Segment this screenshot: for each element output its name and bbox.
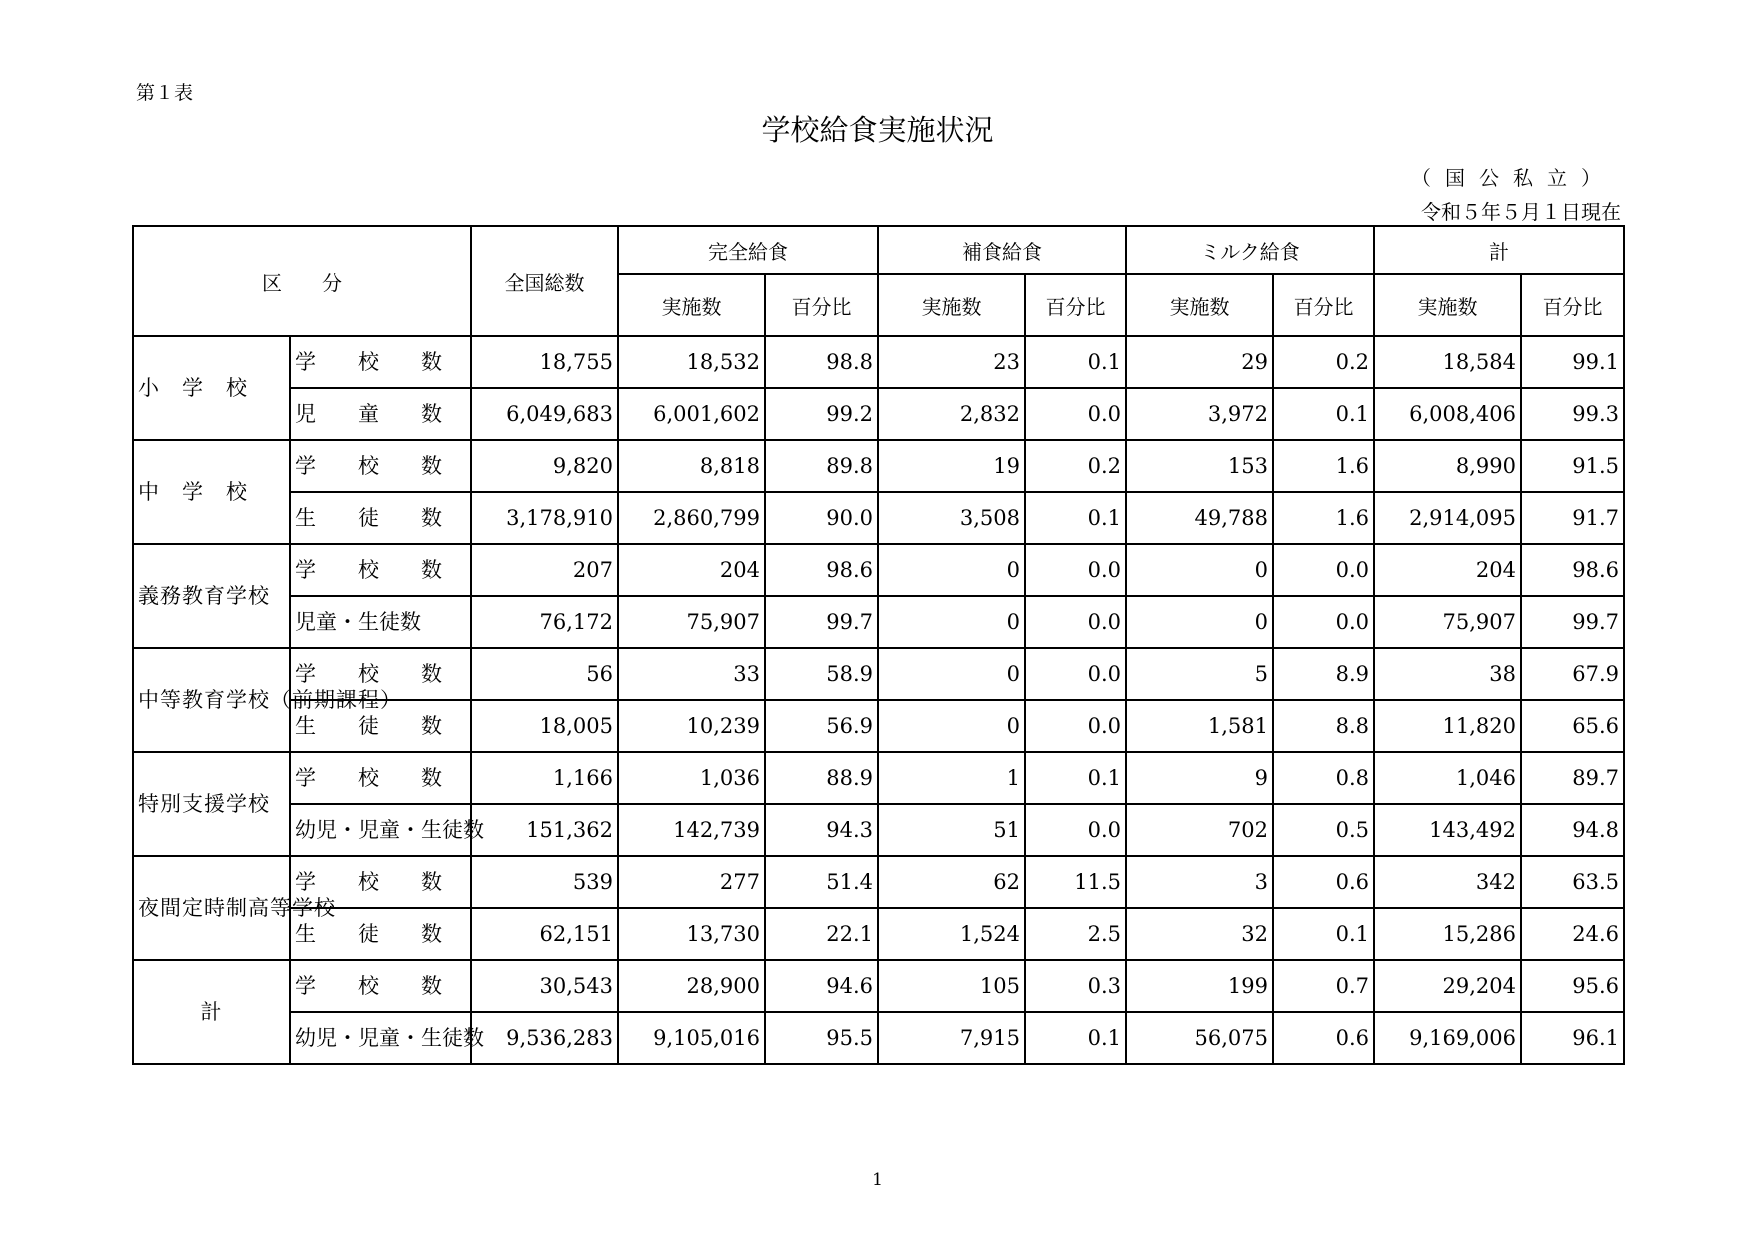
value-cell-m-n: 3 bbox=[1126, 856, 1273, 908]
value-cell-t-n: 9,169,006 bbox=[1374, 1012, 1521, 1064]
value-cell-t-n: 204 bbox=[1374, 544, 1521, 596]
value-cell-s-p: 11.5 bbox=[1025, 856, 1126, 908]
header-count: 実施数 bbox=[1374, 274, 1521, 336]
table-row bbox=[133, 544, 1624, 596]
value-cell-c-p: 99.2 bbox=[765, 388, 878, 440]
subcategory-cell: 学 校 数 bbox=[290, 544, 471, 596]
subcategory-cell: 学 校 数 bbox=[290, 648, 471, 700]
value-cell-total: 18,755 bbox=[471, 336, 618, 388]
value-cell-m-n: 0 bbox=[1126, 544, 1273, 596]
table-row bbox=[133, 908, 1624, 960]
value-cell-t-p: 67.9 bbox=[1521, 648, 1624, 700]
value-cell-c-p: 90.0 bbox=[765, 492, 878, 544]
value-cell-total: 207 bbox=[471, 544, 618, 596]
value-cell-s-p: 0.0 bbox=[1025, 648, 1126, 700]
subcategory-cell: 学 校 数 bbox=[290, 752, 471, 804]
scope-label: （国公私立） bbox=[1411, 166, 1615, 190]
value-cell-c-p: 58.9 bbox=[765, 648, 878, 700]
value-cell-t-p: 91.7 bbox=[1521, 492, 1624, 544]
value-cell-c-p: 89.8 bbox=[765, 440, 878, 492]
value-cell-c-n: 13,730 bbox=[618, 908, 765, 960]
value-cell-total: 62,151 bbox=[471, 908, 618, 960]
value-cell-m-p: 0.8 bbox=[1273, 752, 1374, 804]
subcategory-cell: 学 校 数 bbox=[290, 336, 471, 388]
value-cell-m-p: 0.6 bbox=[1273, 856, 1374, 908]
value-cell-t-p: 95.6 bbox=[1521, 960, 1624, 1012]
subcategory-cell: 生 徒 数 bbox=[290, 700, 471, 752]
value-cell-s-n: 0 bbox=[878, 648, 1025, 700]
header-percent: 百分比 bbox=[1521, 274, 1624, 336]
value-cell-s-p: 0.0 bbox=[1025, 388, 1126, 440]
value-cell-t-p: 99.1 bbox=[1521, 336, 1624, 388]
table-row bbox=[133, 648, 1624, 700]
value-cell-m-p: 0.5 bbox=[1273, 804, 1374, 856]
value-cell-total: 76,172 bbox=[471, 596, 618, 648]
value-cell-m-p: 8.9 bbox=[1273, 648, 1374, 700]
value-cell-c-p: 88.9 bbox=[765, 752, 878, 804]
table-row bbox=[133, 596, 1624, 648]
value-cell-t-p: 65.6 bbox=[1521, 700, 1624, 752]
category-cell: 夜間定時制高等学校 bbox=[133, 856, 290, 960]
table-row bbox=[133, 1012, 1624, 1064]
table-row bbox=[133, 336, 1624, 388]
category-cell: 計 bbox=[133, 960, 290, 1064]
value-cell-c-n: 9,105,016 bbox=[618, 1012, 765, 1064]
value-cell-m-p: 0.0 bbox=[1273, 544, 1374, 596]
value-cell-s-p: 0.1 bbox=[1025, 752, 1126, 804]
value-cell-c-n: 1,036 bbox=[618, 752, 765, 804]
subcategory-cell: 児童・生徒数 bbox=[290, 596, 471, 648]
value-cell-s-p: 0.1 bbox=[1025, 1012, 1126, 1064]
value-cell-total: 18,005 bbox=[471, 700, 618, 752]
value-cell-c-p: 94.6 bbox=[765, 960, 878, 1012]
value-cell-s-n: 2,832 bbox=[878, 388, 1025, 440]
value-cell-total: 56 bbox=[471, 648, 618, 700]
table-row bbox=[133, 856, 1624, 908]
value-cell-c-n: 8,818 bbox=[618, 440, 765, 492]
value-cell-s-n: 105 bbox=[878, 960, 1025, 1012]
value-cell-total: 9,536,283 bbox=[471, 1012, 618, 1064]
value-cell-s-n: 0 bbox=[878, 596, 1025, 648]
subcategory-cell: 児 童 数 bbox=[290, 388, 471, 440]
value-cell-t-p: 89.7 bbox=[1521, 752, 1624, 804]
table-row bbox=[133, 960, 1624, 1012]
value-cell-m-p: 0.1 bbox=[1273, 908, 1374, 960]
subcategory-cell: 学 校 数 bbox=[290, 440, 471, 492]
header-milk: ミルク給食 bbox=[1126, 226, 1374, 274]
subcategory-cell: 幼児・児童・生徒数 bbox=[290, 1012, 471, 1064]
value-cell-t-n: 75,907 bbox=[1374, 596, 1521, 648]
value-cell-c-n: 10,239 bbox=[618, 700, 765, 752]
value-cell-t-n: 38 bbox=[1374, 648, 1521, 700]
header-count: 実施数 bbox=[1126, 274, 1273, 336]
value-cell-s-n: 1 bbox=[878, 752, 1025, 804]
value-cell-c-n: 18,532 bbox=[618, 336, 765, 388]
value-cell-s-n: 7,915 bbox=[878, 1012, 1025, 1064]
value-cell-t-p: 91.5 bbox=[1521, 440, 1624, 492]
value-cell-m-n: 9 bbox=[1126, 752, 1273, 804]
value-cell-s-n: 0 bbox=[878, 544, 1025, 596]
header-sum: 計 bbox=[1374, 226, 1624, 274]
header-percent: 百分比 bbox=[1025, 274, 1126, 336]
table-row bbox=[133, 752, 1624, 804]
table-row bbox=[133, 492, 1624, 544]
header-percent: 百分比 bbox=[1273, 274, 1374, 336]
value-cell-c-p: 98.6 bbox=[765, 544, 878, 596]
value-cell-s-n: 3,508 bbox=[878, 492, 1025, 544]
value-cell-s-n: 19 bbox=[878, 440, 1025, 492]
value-cell-c-n: 2,860,799 bbox=[618, 492, 765, 544]
value-cell-t-p: 98.6 bbox=[1521, 544, 1624, 596]
value-cell-m-n: 49,788 bbox=[1126, 492, 1273, 544]
value-cell-m-n: 702 bbox=[1126, 804, 1273, 856]
header-supplementary: 補食給食 bbox=[878, 226, 1126, 274]
subcategory-cell: 生 徒 数 bbox=[290, 908, 471, 960]
value-cell-s-p: 0.3 bbox=[1025, 960, 1126, 1012]
subcategory-cell: 学 校 数 bbox=[290, 960, 471, 1012]
header-count: 実施数 bbox=[878, 274, 1025, 336]
value-cell-m-p: 0.2 bbox=[1273, 336, 1374, 388]
subcategory-cell: 生 徒 数 bbox=[290, 492, 471, 544]
value-cell-m-p: 8.8 bbox=[1273, 700, 1374, 752]
value-cell-m-p: 0.0 bbox=[1273, 596, 1374, 648]
table-row bbox=[133, 388, 1624, 440]
value-cell-t-n: 1,046 bbox=[1374, 752, 1521, 804]
header-complete: 完全給食 bbox=[618, 226, 878, 274]
subcategory-cell: 幼児・児童・生徒数 bbox=[290, 804, 471, 856]
value-cell-m-n: 153 bbox=[1126, 440, 1273, 492]
value-cell-t-n: 11,820 bbox=[1374, 700, 1521, 752]
value-cell-s-n: 1,524 bbox=[878, 908, 1025, 960]
header-row-1 bbox=[133, 226, 1624, 274]
header-count: 実施数 bbox=[618, 274, 765, 336]
value-cell-c-n: 204 bbox=[618, 544, 765, 596]
category-cell: 小 学 校 bbox=[133, 336, 290, 440]
value-cell-c-p: 98.8 bbox=[765, 336, 878, 388]
value-cell-total: 3,178,910 bbox=[471, 492, 618, 544]
value-cell-c-n: 28,900 bbox=[618, 960, 765, 1012]
value-cell-m-p: 0.7 bbox=[1273, 960, 1374, 1012]
value-cell-t-p: 24.6 bbox=[1521, 908, 1624, 960]
value-cell-t-n: 29,204 bbox=[1374, 960, 1521, 1012]
header-total: 全国総数 bbox=[471, 226, 618, 336]
table-row bbox=[133, 804, 1624, 856]
value-cell-s-n: 0 bbox=[878, 700, 1025, 752]
as-of-date: 令和５年５月１日現在 bbox=[1421, 200, 1621, 224]
value-cell-m-p: 0.6 bbox=[1273, 1012, 1374, 1064]
value-cell-m-p: 1.6 bbox=[1273, 492, 1374, 544]
value-cell-t-p: 94.8 bbox=[1521, 804, 1624, 856]
value-cell-c-n: 142,739 bbox=[618, 804, 765, 856]
value-cell-c-n: 75,907 bbox=[618, 596, 765, 648]
value-cell-t-n: 15,286 bbox=[1374, 908, 1521, 960]
value-cell-total: 1,166 bbox=[471, 752, 618, 804]
page-number: 1 bbox=[872, 1170, 883, 1190]
value-cell-c-p: 56.9 bbox=[765, 700, 878, 752]
value-cell-total: 539 bbox=[471, 856, 618, 908]
category-cell: 中等教育学校（前期課程） bbox=[133, 648, 290, 752]
value-cell-s-p: 2.5 bbox=[1025, 908, 1126, 960]
category-cell: 特別支援学校 bbox=[133, 752, 290, 856]
table-row bbox=[133, 440, 1624, 492]
value-cell-total: 30,543 bbox=[471, 960, 618, 1012]
value-cell-t-n: 8,990 bbox=[1374, 440, 1521, 492]
value-cell-m-n: 1,581 bbox=[1126, 700, 1273, 752]
value-cell-s-n: 62 bbox=[878, 856, 1025, 908]
value-cell-t-p: 99.7 bbox=[1521, 596, 1624, 648]
value-cell-t-n: 18,584 bbox=[1374, 336, 1521, 388]
value-cell-t-p: 63.5 bbox=[1521, 856, 1624, 908]
value-cell-c-n: 33 bbox=[618, 648, 765, 700]
value-cell-c-p: 22.1 bbox=[765, 908, 878, 960]
value-cell-total: 151,362 bbox=[471, 804, 618, 856]
value-cell-s-p: 0.0 bbox=[1025, 544, 1126, 596]
category-cell: 義務教育学校 bbox=[133, 544, 290, 648]
value-cell-c-p: 94.3 bbox=[765, 804, 878, 856]
value-cell-s-p: 0.2 bbox=[1025, 440, 1126, 492]
value-cell-t-n: 342 bbox=[1374, 856, 1521, 908]
value-cell-s-p: 0.0 bbox=[1025, 700, 1126, 752]
value-cell-m-n: 29 bbox=[1126, 336, 1273, 388]
value-cell-m-n: 32 bbox=[1126, 908, 1273, 960]
value-cell-total: 9,820 bbox=[471, 440, 618, 492]
value-cell-s-n: 51 bbox=[878, 804, 1025, 856]
category-cell: 中 学 校 bbox=[133, 440, 290, 544]
subcategory-cell: 学 校 数 bbox=[290, 856, 471, 908]
value-cell-c-p: 95.5 bbox=[765, 1012, 878, 1064]
value-cell-m-n: 5 bbox=[1126, 648, 1273, 700]
value-cell-m-p: 1.6 bbox=[1273, 440, 1374, 492]
value-cell-s-p: 0.1 bbox=[1025, 336, 1126, 388]
value-cell-c-n: 6,001,602 bbox=[618, 388, 765, 440]
value-cell-t-n: 6,008,406 bbox=[1374, 388, 1521, 440]
header-category: 区 分 bbox=[133, 226, 471, 336]
value-cell-t-p: 99.3 bbox=[1521, 388, 1624, 440]
value-cell-c-p: 51.4 bbox=[765, 856, 878, 908]
value-cell-t-p: 96.1 bbox=[1521, 1012, 1624, 1064]
value-cell-m-n: 3,972 bbox=[1126, 388, 1273, 440]
value-cell-t-n: 2,914,095 bbox=[1374, 492, 1521, 544]
value-cell-m-n: 56,075 bbox=[1126, 1012, 1273, 1064]
header-percent: 百分比 bbox=[765, 274, 878, 336]
table-label: 第１表 bbox=[136, 82, 194, 104]
value-cell-s-p: 0.0 bbox=[1025, 596, 1126, 648]
value-cell-c-p: 99.7 bbox=[765, 596, 878, 648]
value-cell-s-p: 0.1 bbox=[1025, 492, 1126, 544]
value-cell-s-p: 0.0 bbox=[1025, 804, 1126, 856]
document-title: 学校給食実施状況 bbox=[761, 113, 994, 147]
value-cell-m-n: 199 bbox=[1126, 960, 1273, 1012]
table-body bbox=[133, 336, 1624, 1064]
value-cell-total: 6,049,683 bbox=[471, 388, 618, 440]
value-cell-t-n: 143,492 bbox=[1374, 804, 1521, 856]
value-cell-m-n: 0 bbox=[1126, 596, 1273, 648]
value-cell-m-p: 0.1 bbox=[1273, 388, 1374, 440]
value-cell-s-n: 23 bbox=[878, 336, 1025, 388]
school-lunch-table bbox=[132, 225, 1625, 1065]
value-cell-c-n: 277 bbox=[618, 856, 765, 908]
